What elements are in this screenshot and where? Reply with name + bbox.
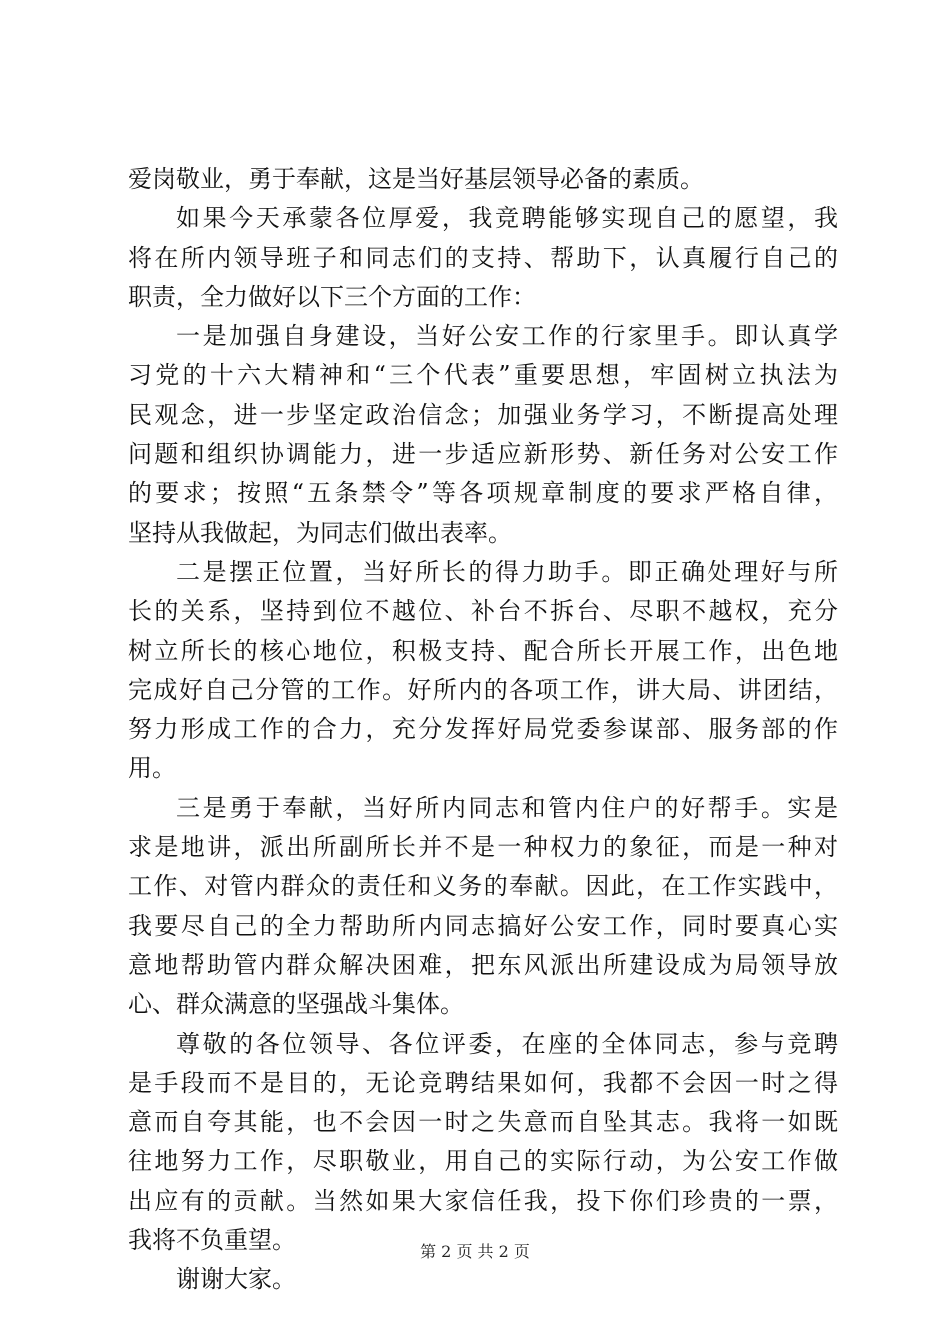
text-line: 求是地讲，派出所副所长并不是一种权力的象征，而是一种对 — [128, 833, 838, 862]
text-line: 三是勇于奉献，当好所内同志和管内住户的好帮手。实是 — [176, 793, 838, 822]
text-line: 的要求；按照“五条禁令”等各项规章制度的要求严格自律， — [128, 479, 838, 508]
text-line: 尊敬的各位领导、各位评委，在座的全体同志，参与竞聘 — [176, 1029, 838, 1058]
text-line: 民观念，进一步坚定政治信念；加强业务学习，不断提高处理 — [128, 400, 838, 429]
text-line: 心、群众满意的坚强战斗集体。 — [128, 990, 464, 1019]
text-line: 如果今天承蒙各位厚爱，我竞聘能够实现自己的愿望，我 — [176, 204, 838, 233]
text-line: 工作、对管内群众的责任和义务的奉献。因此，在工作实践中， — [128, 872, 838, 901]
text-line: 我将不负重望。 — [128, 1226, 296, 1255]
text-line: 将在所内领导班子和同志们的支持、帮助下，认真履行自己的 — [128, 243, 838, 272]
document-body — [128, 160, 838, 1300]
text-line: 长的关系，坚持到位不越位、补台不拆台、尽职不越权，充分 — [128, 597, 838, 626]
text-line: 习党的十六大精神和“三个代表”重要思想，牢固树立执法为 — [128, 361, 838, 390]
text-line: 树立所长的核心地位，积极支持、配合所长开展工作，出色地 — [128, 636, 838, 665]
text-line: 职责，全力做好以下三个方面的工作： — [128, 282, 536, 311]
text-line: 一是加强自身建设，当好公安工作的行家里手。即认真学 — [176, 322, 838, 351]
page-number-label: 第 2 页 共 2 页 — [420, 1242, 530, 1261]
text-line: 意地帮助管内群众解决困难，把东风派出所建设成为局领导放 — [128, 950, 838, 979]
text-line: 是手段而不是目的，无论竞聘结果如何，我都不会因一时之得 — [128, 1068, 838, 1097]
text-line: 努力形成工作的合力，充分发挥好局党委参谋部、服务部的作 — [128, 715, 838, 744]
text-line: 完成好自己分管的工作。好所内的各项工作，讲大局、讲团结， — [128, 675, 838, 704]
page-footer — [0, 1242, 950, 1262]
text-line: 二是摆正位置，当好所长的得力助手。即正确处理好与所 — [176, 557, 838, 586]
text-line: 问题和组织协调能力，进一步适应新形势、新任务对公安工作 — [128, 440, 838, 469]
text-line: 意而自夸其能，也不会因一时之失意而自坠其志。我将一如既 — [128, 1108, 838, 1137]
text-line: 往地努力工作，尽职敬业，用自己的实际行动，为公安工作做 — [128, 1147, 838, 1176]
text-line: 坚持从我做起，为同志们做出表率。 — [128, 518, 512, 547]
text-line: 谢谢大家。 — [176, 1265, 296, 1294]
text-line: 出应有的贡献。当然如果大家信任我，投下你们珍贵的一票， — [128, 1186, 838, 1215]
text-line: 用。 — [128, 754, 176, 783]
text-line: 我要尽自己的全力帮助所内同志搞好公安工作，同时要真心实 — [128, 911, 838, 940]
text-line: 爱岗敬业，勇于奉献，这是当好基层领导必备的素质。 — [128, 165, 704, 193]
